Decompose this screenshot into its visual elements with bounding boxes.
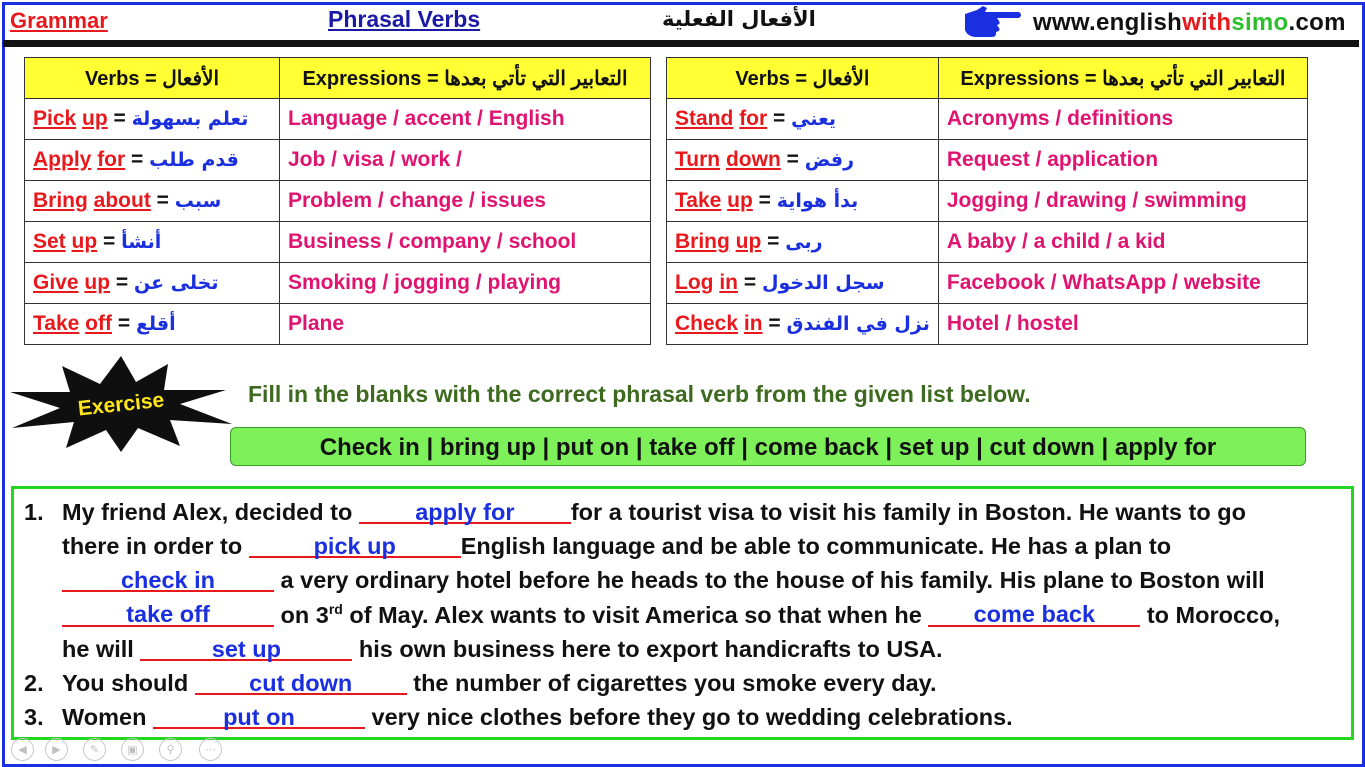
question-text: of May. Alex wants to visit America so that when he xyxy=(342,601,929,628)
arabic-meaning: نزل في الفندق xyxy=(786,313,930,335)
arabic-meaning: سبب xyxy=(174,190,222,212)
verb-word: Stand xyxy=(675,107,734,130)
question-text: he will xyxy=(62,635,141,662)
exercise-line xyxy=(24,598,1350,632)
ordinal-suffix: rd xyxy=(328,600,343,617)
arabic-meaning: تعلم بسهولة xyxy=(131,108,249,130)
grammar-label: Grammar xyxy=(10,8,108,33)
expressions-cell: Hotel / hostel xyxy=(938,304,1307,345)
arabic-title: الأفعال الفعلية xyxy=(662,7,816,31)
exercise-badge-text: Exercise xyxy=(76,388,166,421)
answer-blank[interactable] xyxy=(195,669,407,695)
col-verbs-header: Verbs = الأفعال xyxy=(667,58,939,99)
verb-particle: for xyxy=(739,107,768,130)
exercise-instruction: Fill in the blanks with the correct phrasal verb from the given list below. xyxy=(248,381,1031,407)
answer-blank[interactable] xyxy=(62,601,274,627)
answer-text: pick up xyxy=(313,532,396,559)
previous-icon[interactable]: ◀ xyxy=(11,738,34,761)
question-text: his own business here to export handicrafts to USA. xyxy=(352,635,943,662)
question-text: to Morocco, xyxy=(1140,601,1281,628)
word-list-box: Check in | bring up | put on | take off | come back | set up | cut down | apply for xyxy=(230,427,1306,466)
next-icon[interactable]: ▶ xyxy=(45,738,68,761)
verb-word: Apply xyxy=(33,148,92,171)
verb-word: Give xyxy=(33,271,79,294)
exercise-line xyxy=(24,666,1350,700)
question-text: My friend Alex, decided to xyxy=(62,499,359,525)
exercise-line xyxy=(24,563,1350,597)
verb-particle: up xyxy=(71,230,98,253)
answer-text: put on xyxy=(223,703,295,730)
col-expressions-header: Expressions = التعابير التي تأتي بعدها xyxy=(280,58,651,99)
verb-particle: off xyxy=(85,312,112,335)
header-divider xyxy=(3,40,1359,47)
answer-text: come back xyxy=(973,601,1096,628)
zoom-icon[interactable]: ⚲ xyxy=(159,738,182,761)
table-row: Check in = نزل في الفندق Hotel / hostel xyxy=(667,304,1308,345)
question-number: 2. xyxy=(24,669,44,696)
verb-word: Check xyxy=(675,312,739,335)
answer-text: take off xyxy=(126,601,210,628)
expressions-cell: Business / company / school xyxy=(280,222,651,263)
table-row: Turn down = رفض Request / application xyxy=(667,140,1308,181)
arabic-meaning: تخلى عن xyxy=(133,272,219,294)
expressions-cell: Plane xyxy=(280,304,651,345)
expressions-cell: Language / accent / English xyxy=(280,99,651,140)
table-row: Take off = أقلع Plane xyxy=(25,304,651,345)
verb-particle: up xyxy=(735,230,762,253)
phrasal-verbs-table-right xyxy=(666,57,1308,345)
exercise-line xyxy=(24,529,1350,563)
answer-text: set up xyxy=(211,635,281,662)
expressions-cell: Facebook / WhatsApp / website xyxy=(938,263,1307,304)
verb-word: Log xyxy=(675,271,714,294)
verb-particle: about xyxy=(93,189,151,212)
verb-word: Take xyxy=(675,189,722,212)
exercise-line xyxy=(24,700,1350,734)
table-row: Set up = أنشأ Business / company / school xyxy=(25,222,651,263)
question-text: English language and be able to communicate. He has a plan to xyxy=(460,533,1172,560)
verb-word: Bring xyxy=(675,230,730,253)
question-text: very nice clothes before they go to wedding celebrations. xyxy=(364,704,1013,731)
col-verbs-header: Verbs = الأفعال xyxy=(25,58,280,99)
phrasal-verbs-title: Phrasal Verbs xyxy=(328,6,481,32)
answer-text: apply for xyxy=(415,498,515,525)
answer-blank[interactable] xyxy=(359,498,571,524)
question-number: 3. xyxy=(24,704,44,731)
site-suffix: .com xyxy=(1288,9,1346,36)
arabic-meaning: أنشأ xyxy=(121,231,162,253)
site-prefix: www.english xyxy=(1033,9,1183,36)
answer-blank[interactable] xyxy=(140,635,352,661)
arabic-meaning: بدأ هواية xyxy=(776,190,859,212)
question-text: Women xyxy=(62,704,153,731)
answer-blank[interactable] xyxy=(928,601,1140,627)
answer-blank[interactable] xyxy=(62,566,274,592)
expressions-cell: A baby / a child / a kid xyxy=(938,222,1307,263)
verb-particle: in xyxy=(719,271,738,294)
arabic-meaning: يعني xyxy=(791,108,836,130)
arabic-meaning: ربى xyxy=(785,231,823,253)
exercise-line xyxy=(24,495,1350,529)
verb-particle: up xyxy=(82,107,108,130)
arabic-meaning: رفض xyxy=(804,149,855,171)
verb-word: Set xyxy=(33,230,66,253)
table-row: Bring up = ربى A baby / a child / a kid xyxy=(667,222,1308,263)
phrasal-verbs-table-left xyxy=(24,57,651,345)
table-row: Take up = بدأ هواية Jogging / drawing / swimming xyxy=(667,181,1308,222)
exercise-starburst xyxy=(8,352,234,454)
expressions-cell: Job / visa / work / xyxy=(280,140,651,181)
question-text: on 3 xyxy=(274,601,329,628)
arabic-meaning: أقلع xyxy=(135,313,176,335)
expressions-cell: Request / application xyxy=(938,140,1307,181)
verb-word: Take xyxy=(33,312,80,335)
answer-blank[interactable] xyxy=(249,532,461,558)
verb-particle: down xyxy=(725,148,781,171)
answer-blank[interactable] xyxy=(153,703,365,729)
site-simo: simo xyxy=(1231,9,1289,36)
question-text: there in order to xyxy=(62,533,249,560)
verb-particle: up xyxy=(727,189,753,212)
table-row: Bring about = سبب Problem / change / issues xyxy=(25,181,651,222)
slides-icon[interactable]: ▣ xyxy=(121,738,144,761)
table-row: Pick up = تعلم بسهولة Language / accent / English xyxy=(25,99,651,140)
table-row: Apply for = قدم طلب Job / visa / work / xyxy=(25,140,651,181)
website-url[interactable] xyxy=(1033,9,1346,37)
answer-text: cut down xyxy=(249,669,353,696)
exercise-line xyxy=(24,632,1350,666)
arabic-meaning: سجل الدخول xyxy=(761,272,885,294)
question-number: 1. xyxy=(24,499,44,525)
expressions-cell: Jogging / drawing / swimming xyxy=(938,181,1307,222)
pointing-hand-icon xyxy=(963,4,1023,38)
verb-particle: for xyxy=(97,148,126,171)
exercise-text xyxy=(24,495,1350,734)
verb-word: Turn xyxy=(675,148,721,171)
verb-word: Bring xyxy=(33,189,88,212)
expressions-cell: Smoking / jogging / playing xyxy=(280,263,651,304)
verb-particle: up xyxy=(84,271,111,294)
more-icon[interactable]: ⋯ xyxy=(199,738,222,761)
table-row: Give up = تخلى عن Smoking / jogging / playing xyxy=(25,263,651,304)
table-row: Log in = سجل الدخول Facebook / WhatsApp / website xyxy=(667,263,1308,304)
question-text: a very ordinary hotel before he heads to the house of his family. His plane to Boston will xyxy=(274,567,1265,594)
table-row: Stand for = يعني Acronyms / definitions xyxy=(667,99,1308,140)
verb-word: Pick xyxy=(33,107,77,130)
col-expressions-header: Expressions = التعابير التي تأتي بعدها xyxy=(938,58,1307,99)
question-text: for a tourist visa to visit his family in Boston. He wants to go xyxy=(570,499,1246,525)
expressions-cell: Acronyms / definitions xyxy=(938,99,1307,140)
answer-text: check in xyxy=(120,567,216,594)
pen-icon[interactable]: ✎ xyxy=(83,738,106,761)
verb-particle: in xyxy=(743,312,763,335)
arabic-meaning: قدم طلب xyxy=(149,149,239,171)
expressions-cell: Problem / change / issues xyxy=(280,181,651,222)
site-with: with xyxy=(1182,9,1232,36)
question-text: You should xyxy=(62,669,195,696)
question-text: the number of cigarettes you smoke every day. xyxy=(406,669,937,696)
